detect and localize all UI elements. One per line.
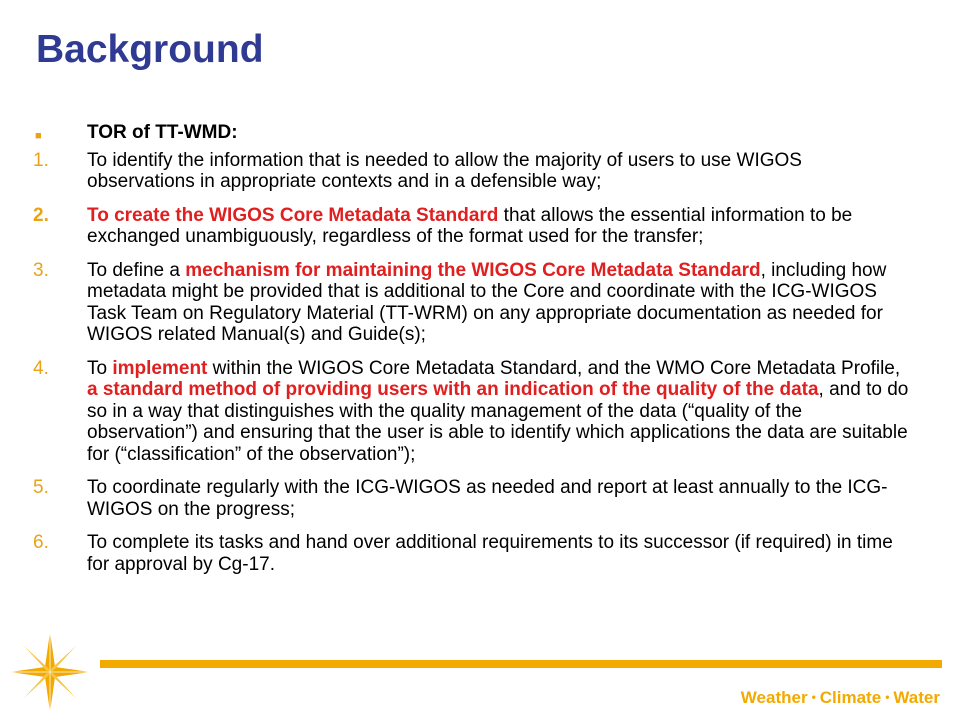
body-text: To complete its tasks and hand over additional requirements to its successor (if required) in time for approval by Cg-17. xyxy=(87,532,893,575)
body-text: , and to do so in a way that distinguishes with the quality management of the data (“quality of the observation”) and ensuring that the user is able to identify which applications the data are suitable for (“classification” of the observation”); xyxy=(87,379,909,465)
body-text: , including how metadata might be provided that is additional to the Core and coordinate with the ICG-WIGOS Task Team on Regulatory Material (TT-WRM) on any appropriate documentation as needed for WIGOS related Manual(s) and Guide(s); xyxy=(87,259,887,345)
slide-title: Background xyxy=(36,28,264,71)
tor-heading xyxy=(33,122,913,144)
wmo-compass-star-icon xyxy=(8,630,92,714)
square-bullet-icon: ■ xyxy=(35,130,42,142)
brand-separator: • xyxy=(885,690,890,704)
tor-item xyxy=(33,532,913,575)
tor-item-text xyxy=(87,205,852,248)
brand-climate: Climate xyxy=(819,688,882,707)
slide-content xyxy=(33,122,913,587)
body-text: To coordinate regularly with the ICG-WIGOS as needed and report at least annually to the ICG-WIGOS on the progress; xyxy=(87,477,888,520)
body-text: To identify the information that is needed to allow the majority of users to use WIGOS observations in appropriate contexts and in a defensible way; xyxy=(87,149,802,192)
tor-item xyxy=(33,205,913,248)
tor-item-text xyxy=(87,358,908,465)
tor-list xyxy=(33,150,913,576)
highlighted-text: implement xyxy=(112,357,208,379)
tor-item-text xyxy=(87,532,893,575)
tor-item-text xyxy=(87,150,802,193)
tor-item xyxy=(33,477,913,520)
tor-item xyxy=(33,358,913,466)
tor-item-number: 5. xyxy=(33,477,49,498)
body-text: within the WIGOS Core Metadata Standard, and the WMO Core Metadata Profile, xyxy=(207,357,901,379)
tor-heading-text: TOR of TT-WMD: xyxy=(87,122,238,143)
highlighted-text: a standard method of providing users with an indication of the quality of the data xyxy=(87,379,819,400)
footer-brand xyxy=(741,688,940,708)
tor-item-number: 6. xyxy=(33,532,49,553)
brand-separator: • xyxy=(811,690,816,704)
tor-item-number: 4. xyxy=(33,357,49,379)
tor-item-text xyxy=(87,477,888,520)
tor-item xyxy=(33,260,913,346)
highlighted-text: To create the WIGOS Core Metadata Standard xyxy=(87,204,499,226)
body-text: To define a xyxy=(87,259,186,281)
footer-accent-line xyxy=(100,660,942,668)
tor-item-number: 2. xyxy=(33,204,49,226)
tor-item-number: 1. xyxy=(33,149,49,171)
tor-item-text xyxy=(87,260,886,346)
body-text: To xyxy=(87,357,113,379)
tor-item xyxy=(33,150,913,193)
tor-item-number: 3. xyxy=(33,259,49,281)
body-text: that allows the essential information to be exchanged unambiguously, regardless of the format used for the transfer; xyxy=(87,204,853,247)
highlighted-text: mechanism for maintaining the WIGOS Core Metadata Standard xyxy=(185,259,761,281)
brand-water: Water xyxy=(893,688,940,707)
brand-weather: Weather xyxy=(740,688,808,707)
